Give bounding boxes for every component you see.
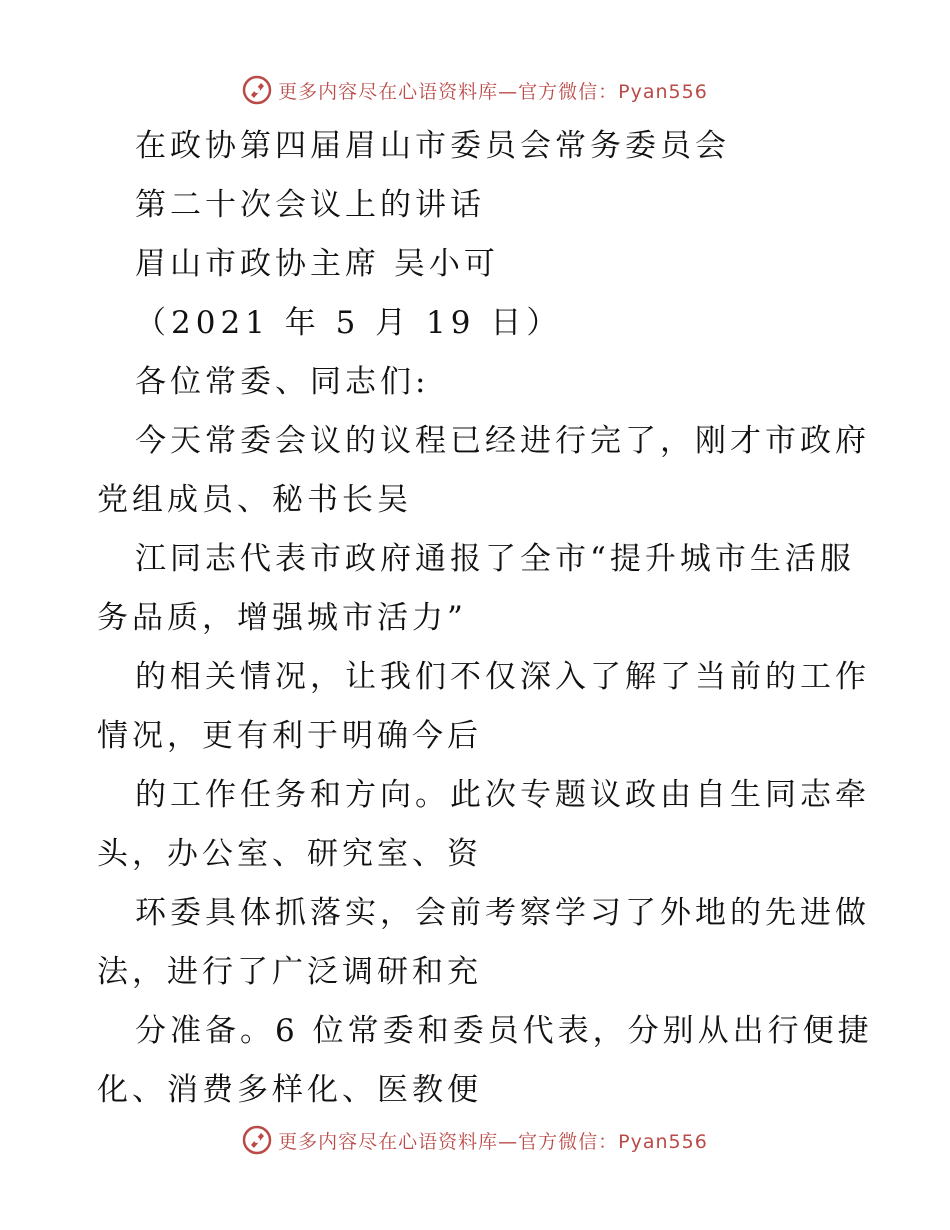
paragraph-line: 的工作任务和方向。此次专题议政由自生同志牵 — [135, 777, 870, 813]
speaker-line: 眉山市政协主席 吴小可 — [135, 246, 499, 282]
title-line-1: 在政协第四届眉山市委员会常务委员会 — [135, 128, 730, 164]
watermark-text: 更多内容尽在心语资料库—官方微信：Pyan556 — [278, 80, 708, 103]
paragraph-line: 环委具体抓落实，会前考察学习了外地的先进做 — [135, 895, 870, 931]
salutation: 各位常委、同志们: — [135, 364, 430, 400]
paragraph-line: 头，办公室、研究室、资 — [97, 836, 482, 872]
paragraph-line: 江同志代表市政府通报了全市“提升城市生活服 — [135, 541, 855, 577]
title-line-2: 第二十次会议上的讲话 — [135, 187, 485, 223]
logo-icon — [242, 1125, 272, 1155]
paragraph-line: 的相关情况，让我们不仅深入了解了当前的工作 — [135, 659, 870, 695]
paragraph-line: 务品质，增强城市活力” — [97, 600, 467, 636]
logo-icon — [242, 75, 272, 105]
footer-watermark — [0, 1120, 950, 1160]
watermark-text: 更多内容尽在心语资料库—官方微信：Pyan556 — [278, 1130, 708, 1153]
paragraph-line: 党组成员、秘书长吴 — [97, 482, 412, 518]
header-watermark — [0, 70, 950, 110]
paragraph-line: 法，进行了广泛调研和充 — [97, 954, 482, 990]
paragraph-line: 分准备。6 位常委和委员代表，分别从出行便捷 — [135, 1013, 873, 1049]
paragraph-line: 今天常委会议的议程已经进行完了，刚才市政府 — [135, 423, 870, 459]
date-line: （2021 年 5 月 19 日） — [135, 305, 563, 341]
paragraph-line: 化、消费多样化、医教便 — [97, 1072, 482, 1108]
paragraph-line: 情况，更有利于明确今后 — [97, 718, 482, 754]
